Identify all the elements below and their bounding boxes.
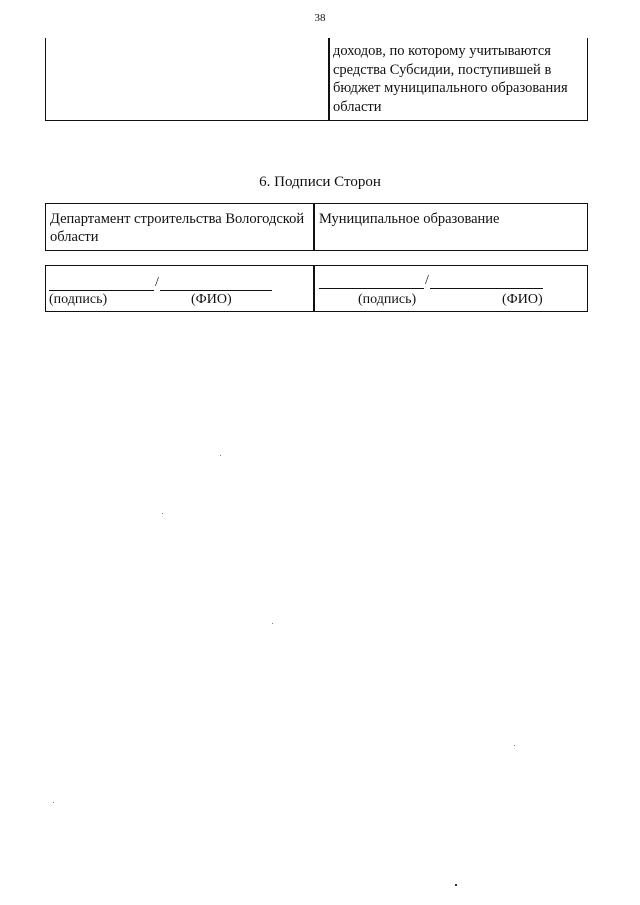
section-title: 6. Подписи Сторон <box>259 174 381 190</box>
left-name-line <box>160 290 272 291</box>
party-left-name: Департамент строительства Вологодской области <box>50 211 305 245</box>
right-signature-line <box>319 288 424 289</box>
scan-speck <box>220 455 221 456</box>
scan-speck <box>53 802 54 803</box>
left-slash: / <box>155 275 159 290</box>
table-column-divider <box>328 38 330 120</box>
scan-speck <box>162 513 163 514</box>
right-name-caption: (ФИО) <box>502 292 543 307</box>
scan-speck <box>272 623 273 624</box>
table-column-divider <box>313 266 315 311</box>
scan-speck <box>514 745 515 746</box>
signature-table <box>45 265 588 312</box>
party-right-name: Муниципальное образование <box>319 211 500 227</box>
right-slash: / <box>425 273 429 288</box>
left-signature-caption: (подпись) <box>49 292 108 307</box>
left-name-caption: (ФИО) <box>191 292 232 307</box>
continuation-table <box>45 38 588 121</box>
continuation-cell-text: доходов, по которому учитываются средства Субсидии, поступившей в бюджет муниципального образования области <box>333 43 568 115</box>
right-name-line <box>430 288 543 289</box>
right-signature-caption: (подпись) <box>358 292 417 307</box>
scan-speck <box>455 884 457 886</box>
left-signature-line <box>49 290 154 291</box>
parties-table <box>45 203 588 251</box>
page-number: 38 <box>314 12 326 24</box>
table-column-divider <box>313 204 315 250</box>
